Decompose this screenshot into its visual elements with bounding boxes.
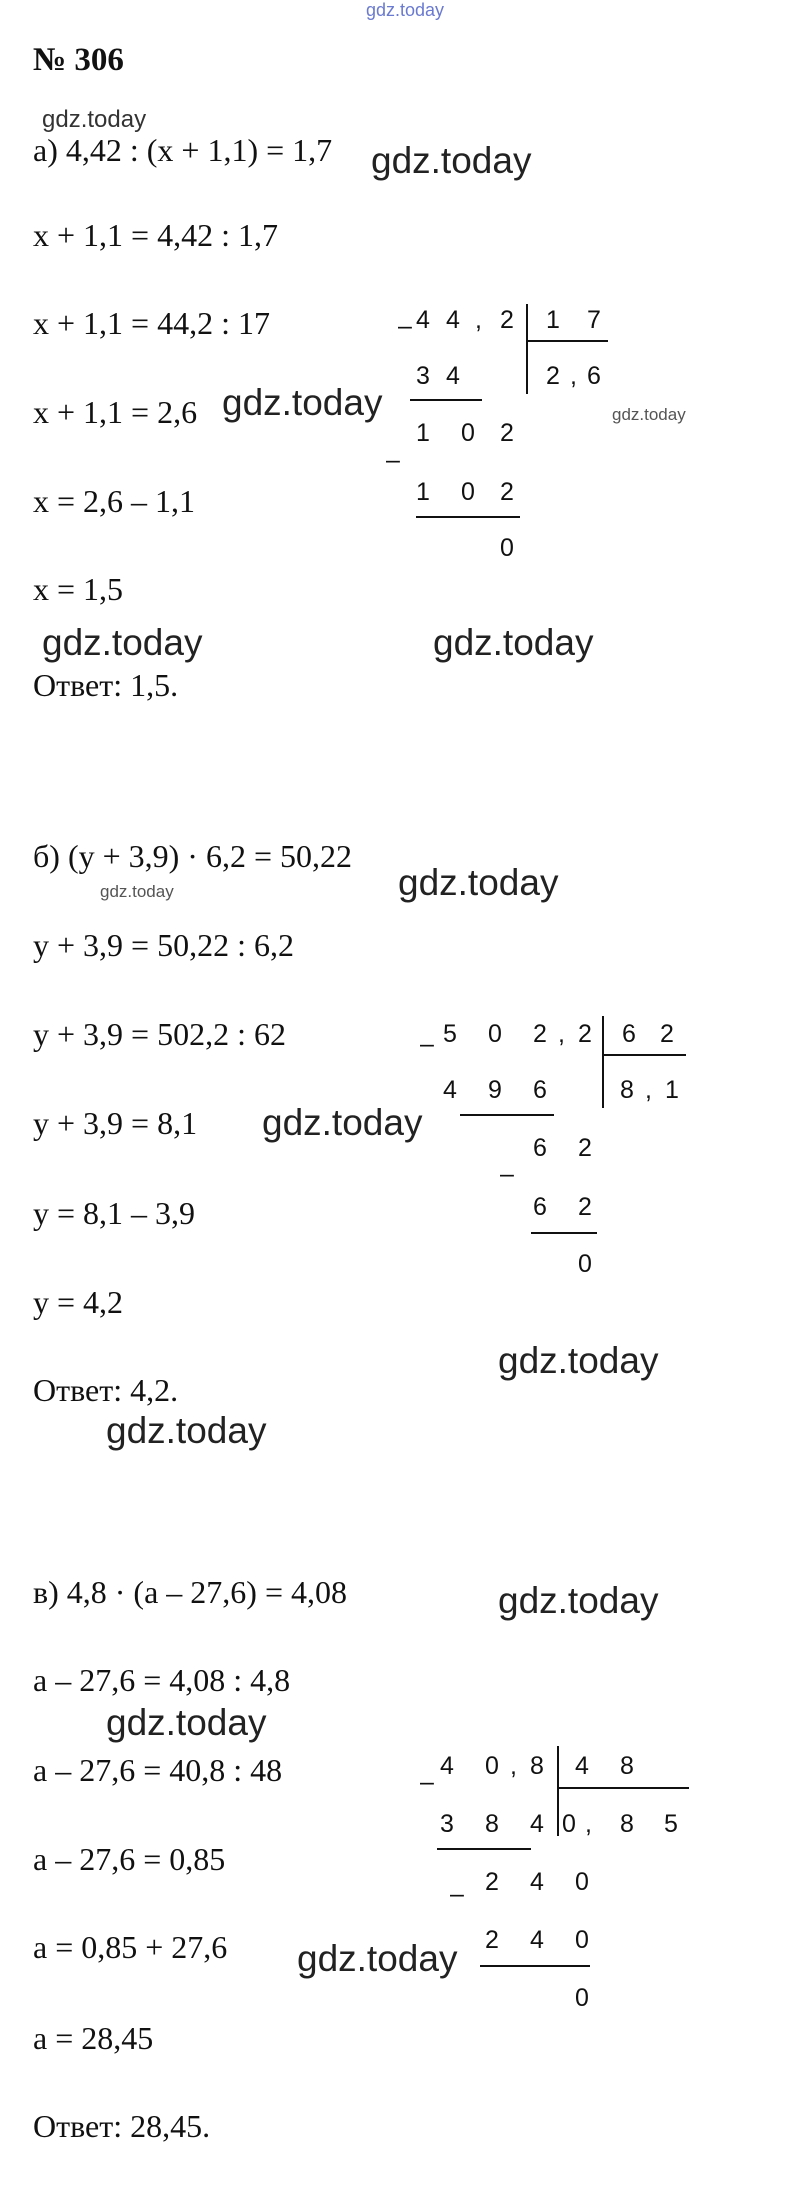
remainder-digit: 0: [575, 1868, 589, 1896]
subtrahend-digit: 2: [578, 1193, 592, 1221]
division-bar-horizontal: [602, 1054, 686, 1056]
watermark: gdz.today: [42, 622, 203, 663]
dividend-digit: ,: [510, 1752, 517, 1780]
equation-line: y + 3,9 = 8,1: [33, 1105, 198, 1141]
subtrahend-digit: 6: [533, 1193, 547, 1221]
subtrahend-digit: 3: [440, 1810, 454, 1838]
minus-sign: –: [500, 1160, 514, 1188]
division-bar-vertical: [526, 304, 528, 394]
subtrahend-digit: 8: [485, 1810, 499, 1838]
equation-line: x + 1,1 = 44,2 : 17: [33, 305, 270, 341]
subtrahend-digit: 6: [533, 1076, 547, 1104]
remainder-digit: 4: [530, 1868, 544, 1896]
division-bar-vertical: [602, 1016, 604, 1108]
quotient-digit: ,: [570, 362, 577, 390]
equation-line: a = 0,85 + 27,6: [33, 1929, 228, 1965]
subtrahend-digit: 1: [416, 478, 430, 506]
watermark: gdz.today: [371, 140, 532, 181]
quotient-digit: 8: [620, 1810, 634, 1838]
watermark: gdz.today: [106, 1410, 267, 1451]
remainder-digit: 0: [461, 419, 475, 447]
answer-line: Ответ: 1,5.: [33, 667, 179, 703]
quotient-digit: 5: [664, 1810, 678, 1838]
subtrahend-digit: 2: [500, 478, 514, 506]
watermark-top: gdz.today: [366, 0, 445, 20]
subtrahend-digit: 4: [530, 1810, 544, 1838]
equation-line: в) 4,8 · (a – 27,6) = 4,08: [33, 1574, 347, 1610]
dividend-digit: 4: [416, 306, 430, 334]
division-bar-horizontal: [526, 340, 608, 342]
subtrahend-digit: 2: [485, 1926, 499, 1954]
final-remainder: 0: [578, 1250, 592, 1278]
equation-line: x = 1,5: [33, 571, 124, 607]
division-bar-vertical: [557, 1746, 559, 1836]
quotient-digit: 1: [665, 1076, 679, 1104]
watermark: gdz.today: [297, 1938, 458, 1979]
dividend-digit: 0: [485, 1752, 499, 1780]
dividend-digit: ,: [475, 306, 482, 334]
dividend-digit: ,: [558, 1020, 565, 1048]
equation-line: a = 28,45: [33, 2020, 154, 2056]
minus-sign: –: [450, 1880, 464, 1908]
divisor-digit: 8: [620, 1752, 634, 1780]
equation-line: y + 3,9 = 50,22 : 6,2: [33, 927, 294, 963]
divisor-digit: 7: [587, 306, 601, 334]
quotient-digit: 6: [587, 362, 601, 390]
watermark: gdz.today: [498, 1340, 659, 1381]
equation-line: y = 4,2: [33, 1284, 124, 1320]
equation-line: x + 1,1 = 4,42 : 1,7: [33, 217, 278, 253]
dividend-digit: 4: [446, 306, 460, 334]
dividend-digit: 0: [488, 1020, 502, 1048]
equation-line: x + 1,1 = 2,6: [33, 394, 198, 430]
dividend-digit: 2: [533, 1020, 547, 1048]
watermark: gdz.today: [42, 106, 147, 133]
answer-line: Ответ: 28,45.: [33, 2108, 211, 2144]
subtrahend-digit: 0: [461, 478, 475, 506]
subtraction-line: [437, 1848, 531, 1850]
quotient-digit: 2: [546, 362, 560, 390]
watermark: gdz.today: [433, 622, 594, 663]
equation-line: x = 2,6 – 1,1: [33, 483, 196, 519]
remainder-digit: 2: [500, 419, 514, 447]
equation-line: y = 8,1 – 3,9: [33, 1195, 196, 1231]
subtrahend-digit: 3: [416, 362, 430, 390]
quotient-digit: 8: [620, 1076, 634, 1104]
subtraction-line: [410, 399, 482, 401]
watermark: gdz.today: [398, 862, 559, 903]
remainder-digit: 2: [578, 1134, 592, 1162]
equation-line: a – 27,6 = 4,08 : 4,8: [33, 1662, 291, 1698]
remainder-digit: 1: [416, 419, 430, 447]
divisor-digit: 2: [660, 1020, 674, 1048]
watermark: gdz.today: [222, 382, 383, 423]
subtrahend-digit: 0: [575, 1926, 589, 1954]
answer-line: Ответ: 4,2.: [33, 1372, 179, 1408]
minus-sign: –: [398, 312, 412, 340]
minus-sign: –: [420, 1768, 434, 1796]
watermark: gdz.today: [262, 1102, 423, 1143]
subtrahend-digit: 9: [488, 1076, 502, 1104]
minus-sign: –: [386, 446, 400, 474]
watermark: gdz.today: [100, 882, 174, 901]
final-remainder: 0: [575, 1984, 589, 2012]
subtraction-line: [531, 1232, 597, 1234]
subtrahend-digit: 4: [443, 1076, 457, 1104]
divisor-digit: 6: [622, 1020, 636, 1048]
minus-sign: –: [420, 1030, 434, 1058]
watermark: gdz.today: [612, 405, 686, 424]
equation-line: б) (y + 3,9) · 6,2 = 50,22: [33, 838, 352, 874]
subtraction-line: [480, 1965, 590, 1967]
remainder-digit: 2: [485, 1868, 499, 1896]
equation-line: a – 27,6 = 40,8 : 48: [33, 1752, 283, 1788]
quotient-digit: ,: [585, 1810, 592, 1838]
divisor-digit: 1: [546, 306, 560, 334]
dividend-digit: 2: [578, 1020, 592, 1048]
subtraction-line: [460, 1114, 554, 1116]
equation-line: a – 27,6 = 0,85: [33, 1841, 226, 1877]
watermark: gdz.today: [106, 1702, 267, 1743]
watermark: gdz.today: [498, 1580, 659, 1621]
dividend-digit: 4: [440, 1752, 454, 1780]
equation-line: а) 4,42 : (x + 1,1) = 1,7: [33, 132, 333, 168]
quotient-digit: ,: [645, 1076, 652, 1104]
dividend-digit: 8: [530, 1752, 544, 1780]
dividend-digit: 5: [443, 1020, 457, 1048]
subtrahend-digit: 4: [530, 1926, 544, 1954]
division-bar-horizontal: [557, 1787, 689, 1789]
quotient-digit: 0: [562, 1810, 576, 1838]
equation-line: y + 3,9 = 502,2 : 62: [33, 1016, 286, 1052]
subtrahend-digit: 4: [446, 362, 460, 390]
final-remainder: 0: [500, 534, 514, 562]
subtraction-line: [416, 516, 520, 518]
remainder-digit: 6: [533, 1134, 547, 1162]
problem-number: № 306: [33, 42, 124, 78]
dividend-digit: 2: [500, 306, 514, 334]
divisor-digit: 4: [575, 1752, 589, 1780]
